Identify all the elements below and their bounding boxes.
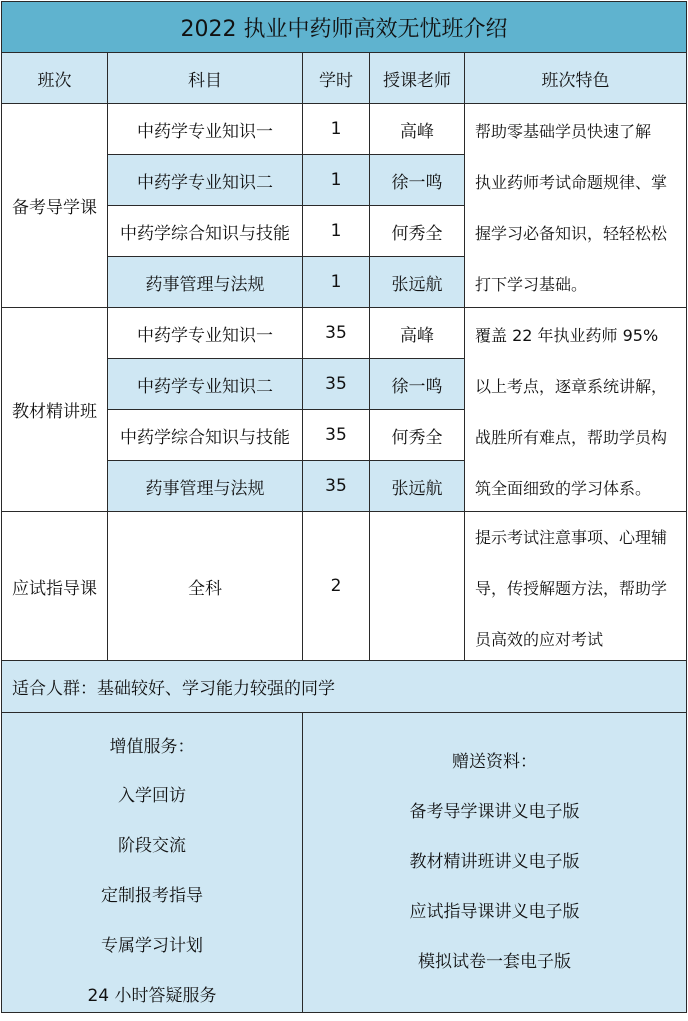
audience-note: 适合人群：基础较好、学习能力较强的同学 xyxy=(1,660,687,713)
page-title: 2022 执业中药师高效无忧班介绍 xyxy=(1,1,687,53)
table-row-hours: 1 xyxy=(302,256,370,308)
table-row-teacher xyxy=(369,511,465,661)
table-row-subject: 中药学专业知识二 xyxy=(107,358,303,410)
header-feature: 班次特色 xyxy=(464,52,687,104)
table-row-hours: 1 xyxy=(302,154,370,206)
table-row-subject: 中药学综合知识与技能 xyxy=(107,409,303,461)
service-item: 专属学习计划 xyxy=(101,936,203,956)
material-item: 备考导学课讲义电子版 xyxy=(409,802,580,822)
table-row-subject: 中药学专业知识一 xyxy=(107,307,303,359)
material-item: 模拟试卷一套电子版 xyxy=(418,952,571,972)
table-row-teacher: 何秀全 xyxy=(369,205,465,257)
service-item: 24 小时答疑服务 xyxy=(87,986,217,1006)
feature-line: 覆盖 22 年执业药师 95% xyxy=(475,326,659,345)
table-row-hours: 1 xyxy=(302,205,370,257)
feature-line: 打下学习基础。 xyxy=(475,275,588,294)
table-row-teacher: 何秀全 xyxy=(369,409,465,461)
feature-line: 执业药师考试命题规律、掌 xyxy=(475,173,668,192)
section-feature xyxy=(464,103,687,308)
table-row-teacher: 张远航 xyxy=(369,256,465,308)
section-name: 教材精讲班 xyxy=(1,307,108,512)
materials-title: 赠送资料： xyxy=(452,752,537,772)
table-row-hours: 35 xyxy=(302,460,370,512)
service-item: 定制报考指导 xyxy=(101,886,203,906)
header-subject: 科目 xyxy=(107,52,303,104)
feature-line: 导，传授解题方法，帮助学 xyxy=(475,579,668,598)
table-row-hours: 35 xyxy=(302,307,370,359)
gift-materials xyxy=(302,712,687,1013)
services-title: 增值服务： xyxy=(109,737,195,757)
feature-line: 战胜所有难点，帮助学员构 xyxy=(475,428,668,447)
table-row-hours: 35 xyxy=(302,358,370,410)
course-table xyxy=(1,1,687,1013)
table-row-teacher: 徐一鸣 xyxy=(369,358,465,410)
material-item: 应试指导课讲义电子版 xyxy=(409,902,580,922)
service-item: 阶段交流 xyxy=(118,836,186,856)
header-class: 班次 xyxy=(1,52,108,104)
table-row-subject: 全科 xyxy=(107,511,303,661)
table-row-subject: 中药学专业知识一 xyxy=(107,103,303,155)
table-row-subject: 中药学专业知识二 xyxy=(107,154,303,206)
feature-line: 握学习必备知识，轻轻松松 xyxy=(475,224,668,243)
table-row-teacher: 高峰 xyxy=(369,103,465,155)
feature-line: 提示考试注意事项、心理辅 xyxy=(475,528,668,547)
table-row-teacher: 徐一鸣 xyxy=(369,154,465,206)
table-row-hours: 2 xyxy=(302,511,370,661)
table-row-subject: 药事管理与法规 xyxy=(107,256,303,308)
value-added-services xyxy=(1,712,303,1013)
table-row-teacher: 张远航 xyxy=(369,460,465,512)
header-hours: 学时 xyxy=(302,52,370,104)
section-feature xyxy=(464,307,687,512)
section-feature xyxy=(464,511,687,661)
section-name: 备考导学课 xyxy=(1,103,108,308)
material-item: 教材精讲班讲义电子版 xyxy=(409,852,580,872)
header-teacher: 授课老师 xyxy=(369,52,465,104)
service-item: 入学回访 xyxy=(118,786,186,806)
table-row-subject: 中药学综合知识与技能 xyxy=(107,205,303,257)
feature-line: 帮助零基础学员快速了解 xyxy=(475,122,652,141)
table-row-hours: 35 xyxy=(302,409,370,461)
table-row-hours: 1 xyxy=(302,103,370,155)
feature-line: 员高效的应对考试 xyxy=(475,630,604,649)
table-row-subject: 药事管理与法规 xyxy=(107,460,303,512)
feature-line: 筑全面细致的学习体系。 xyxy=(475,479,652,498)
table-row-teacher: 高峰 xyxy=(369,307,465,359)
section-name: 应试指导课 xyxy=(1,511,108,661)
feature-line: 以上考点，逐章系统讲解， xyxy=(475,377,668,396)
